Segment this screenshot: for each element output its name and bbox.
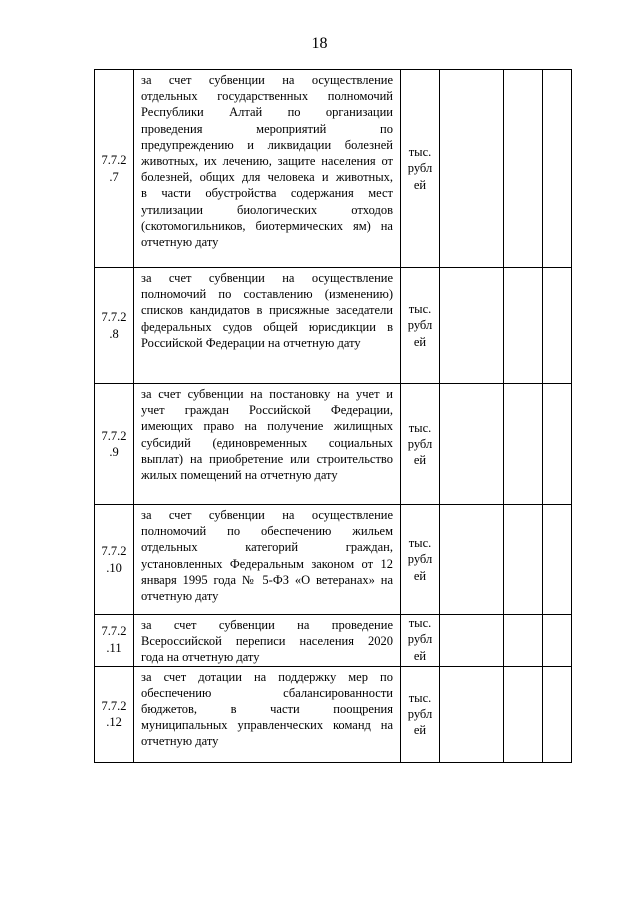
table-row (95, 505, 572, 615)
row-description-cell (134, 615, 401, 667)
row-value-cell (440, 268, 504, 384)
row-value-cell (543, 384, 572, 505)
row-description-line: жилых помещений на отчетную дату (141, 467, 338, 482)
row-value-cell (504, 666, 543, 762)
row-description-line: полномочий по обеспечению жильем (141, 524, 393, 539)
row-unit-line: ей (413, 334, 427, 349)
row-unit (401, 615, 439, 664)
row-description-line: федеральных судов общей юрисдикции в (141, 319, 393, 334)
row-description-line: утилизации биологических отходов (141, 202, 393, 217)
row-description-line: отчетную дату (141, 734, 219, 749)
row-code-cell (95, 70, 134, 268)
row-unit-line: тыс. (408, 616, 432, 631)
row-value-cell (504, 615, 543, 667)
row-description-cell (134, 505, 401, 615)
row-value-cell (543, 666, 572, 762)
row-unit (401, 505, 439, 614)
row-unit-line: рубл (407, 706, 433, 721)
row-unit-cell (401, 615, 440, 667)
row-description (134, 667, 400, 750)
row-code (95, 667, 133, 762)
row-description-cell (134, 384, 401, 505)
row-unit-line: рубл (407, 552, 433, 567)
row-description-line: года на отчетную дату (141, 650, 260, 665)
row-description (134, 615, 400, 666)
row-value-cell (504, 70, 543, 268)
row-description-line: обеспечению сбалансированности (141, 685, 393, 700)
row-code-line: 7.7.2 (101, 544, 127, 559)
row-description-line: проведения мероприятий по (141, 121, 393, 136)
row-description-line: субсидий (единовременных социальных (141, 435, 393, 450)
row-code (95, 70, 133, 267)
row-description-line: имеющих право на получение жилищных (141, 419, 393, 434)
row-code-line: .8 (109, 326, 119, 341)
row-unit-line: тыс. (408, 536, 432, 551)
row-value-cell (543, 505, 572, 615)
row-description-line: (скотомогильников, биотермических ям) на (141, 218, 393, 233)
row-value-cell (543, 268, 572, 384)
row-value-cell (504, 505, 543, 615)
row-unit-line: ей (413, 723, 427, 738)
row-description-line: Всероссийской переписи населения 2020 (141, 634, 393, 649)
row-description-line: муниципальных управленческих команд на (141, 718, 393, 733)
row-description-line: за счет субвенции на осуществление (141, 508, 393, 522)
row-unit-line: рубл (407, 161, 433, 176)
row-description-cell (134, 666, 401, 762)
row-unit-cell (401, 384, 440, 505)
row-description-line: бюджетов, в части поощрения (141, 701, 393, 716)
table-row (95, 615, 572, 667)
row-description (134, 384, 400, 483)
row-description (134, 505, 400, 604)
row-value-cell (504, 268, 543, 384)
row-code-line: 7.7.2 (101, 698, 127, 713)
row-code (95, 384, 133, 504)
row-unit-cell (401, 666, 440, 762)
row-description-line: полномочий по составлению (изменению) (141, 287, 393, 302)
row-code (95, 615, 133, 664)
row-unit-line: тыс. (408, 145, 432, 160)
row-code-line: .7 (109, 169, 119, 184)
row-code (95, 505, 133, 614)
row-description-line: за счет дотации на поддержку мер по (141, 669, 393, 684)
row-code-cell (95, 615, 134, 667)
row-description-line: за счет субвенции на проведение (141, 618, 393, 632)
row-code-line: .12 (106, 715, 122, 730)
row-value-cell (440, 615, 504, 667)
row-unit-cell (401, 70, 440, 268)
row-unit-line: тыс. (408, 302, 432, 317)
row-value-cell (440, 505, 504, 615)
row-code-cell (95, 384, 134, 505)
row-code-line: .11 (106, 640, 122, 655)
row-unit (401, 268, 439, 383)
row-unit-line: рубл (407, 632, 433, 647)
row-unit (401, 384, 439, 504)
table-body (95, 70, 572, 763)
row-unit-line: рубл (407, 436, 433, 451)
row-description-line: Республики Алтай по организации (141, 105, 393, 120)
row-unit-line: ей (413, 648, 427, 663)
row-description-line: выплат) на приобретение или строительство (141, 451, 393, 466)
indicator-table (94, 69, 572, 763)
row-description (134, 268, 400, 351)
row-unit (401, 667, 439, 762)
row-description-line: учет граждан Российской Федерации, (141, 403, 393, 418)
row-description-line: в части обустройства содержания мест (141, 186, 393, 201)
row-description-line: Российской Федерации на отчетную дату (141, 335, 361, 350)
row-description (134, 70, 400, 250)
row-value-cell (440, 666, 504, 762)
table-row (95, 384, 572, 505)
row-value-cell (504, 384, 543, 505)
row-code-cell (95, 268, 134, 384)
row-value-cell (543, 615, 572, 667)
row-code-line: .10 (106, 560, 122, 575)
table-row (95, 268, 572, 384)
row-description-line: за счет субвенции на осуществление (141, 73, 393, 87)
row-code-cell (95, 666, 134, 762)
row-description-line: отчетную дату (141, 588, 219, 603)
row-unit-line: рубл (407, 318, 433, 333)
row-unit-line: тыс. (408, 690, 432, 705)
row-code (95, 268, 133, 383)
row-description-line: за счет субвенции на осуществление (141, 271, 393, 285)
row-value-cell (543, 70, 572, 268)
row-code-cell (95, 505, 134, 615)
page-number: 18 (311, 35, 328, 52)
row-unit-cell (401, 268, 440, 384)
row-code-line: .9 (109, 445, 119, 459)
row-unit-line: ей (413, 177, 427, 192)
row-description-cell (134, 70, 401, 268)
table-row (95, 666, 572, 762)
row-unit (401, 70, 439, 267)
row-code-line: 7.7.2 (101, 153, 127, 168)
row-code-line: 7.7.2 (101, 624, 127, 639)
row-value-cell (440, 384, 504, 505)
row-description-line: списков кандидатов в присяжные заседатели (141, 303, 393, 318)
row-description-line: января 1995 года № 5-ФЗ «О ветеранах» на (141, 572, 393, 587)
row-description-line: за счет субвенции на постановку на учет и (141, 387, 393, 401)
row-value-cell (440, 70, 504, 268)
row-description-line: отчетную дату (141, 234, 219, 249)
table-row (95, 70, 572, 268)
row-description-line: предупреждению и ликвидации болезней (141, 137, 393, 152)
row-unit-line: ей (413, 453, 427, 468)
row-description-line: установленных Федеральным законом от 12 (141, 556, 393, 571)
row-description-line: болезней, общих для человека и животных, (141, 170, 393, 185)
row-description-line: отдельных категорий граждан, (141, 540, 393, 555)
row-code-line: 7.7.2 (101, 428, 127, 443)
row-description-line: отдельных государственных полномочий (141, 89, 393, 104)
row-unit-cell (401, 505, 440, 615)
row-unit-line: тыс. (408, 420, 432, 435)
row-code-line: 7.7.2 (101, 310, 127, 325)
row-description-line: животных, их лечению, защите населения от (141, 153, 393, 168)
row-description-cell (134, 268, 401, 384)
row-unit-line: ей (413, 568, 427, 583)
